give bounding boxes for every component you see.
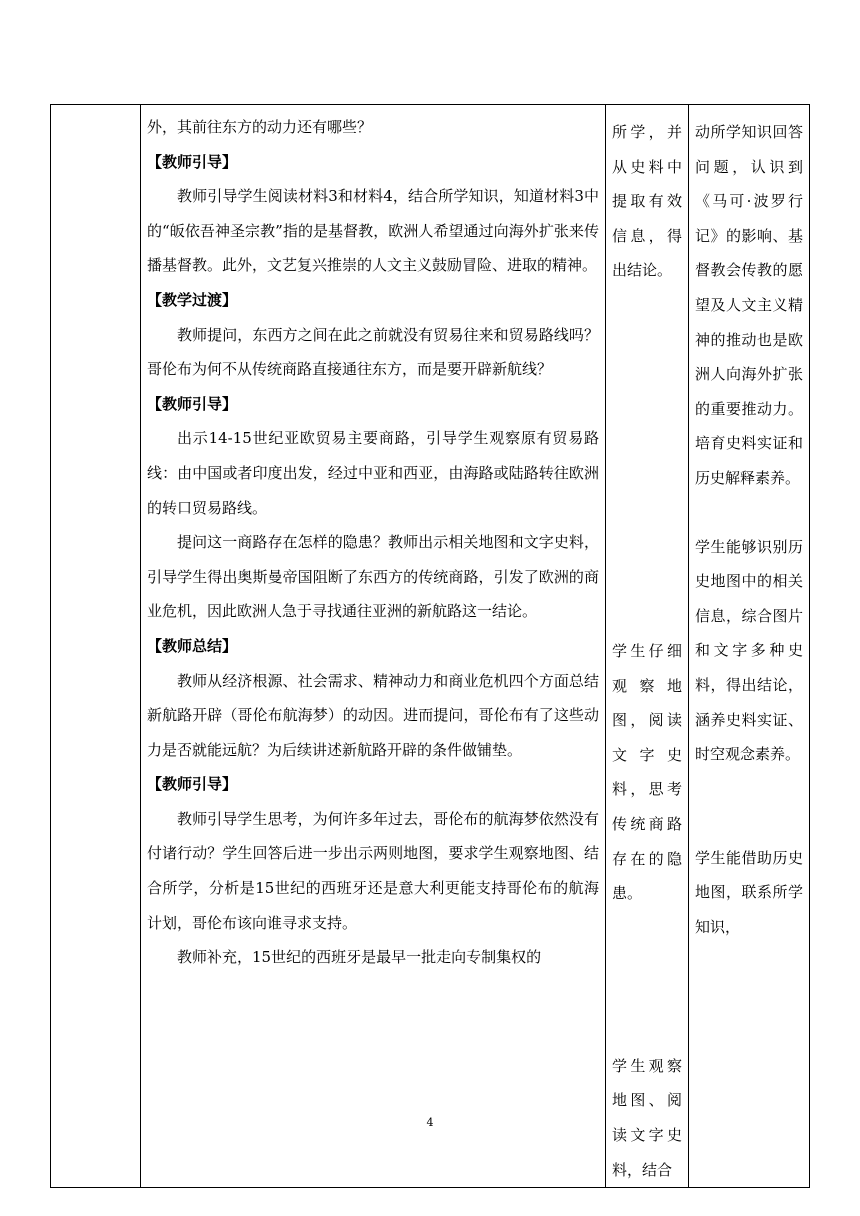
design-intent-text: 动所学知识回答问题，认识到《马可·波罗行记》的影响、基督教会传教的愿望及人文主义精神的推动也是欧洲人向海外扩张的重要推动力。培育史料实证和历史解释素养。 [695, 123, 803, 487]
paragraph: 教师引导学生思考，为何许多年过去，哥伦布的航海梦依然没有付诸行动？学生回答后进一步出示两则地图，要求学生观察地图、结合所学，分析是15世纪的西班牙还是意大利更能支持哥伦布的航海计划，哥伦布该向谁寻求支持。 [147, 809, 599, 932]
student-activity-text: 所学，并从史料中提取有效信息，得出结论。 [612, 123, 682, 280]
section-heading: 【教师引导】 [147, 775, 238, 794]
student-activity-text: 学生仔细观察地图，阅读文字史料，思考传统商路存在的隐患。 [612, 641, 682, 903]
design-intent-cell [689, 105, 810, 1188]
paragraph: 提问这一商路存在怎样的隐患？教师出示相关地图和文字史料，引导学生得出奥斯曼帝国阻断了东西方的传统商路，引发了欧洲的商业危机，因此欧洲人急于寻找通往亚洲的新航路这一结论。 [147, 533, 599, 621]
paragraph: 教师补充，15世纪的西班牙是最早一批走向专制集权的 [177, 948, 542, 967]
design-intent-text: 学生能够识别历史地图中的相关信息，综合图片和文字多种史料，得出结论，涵养史料实证、时空观念素养。 [695, 537, 803, 764]
blank-column-cell [51, 105, 141, 1188]
spacer [612, 288, 682, 634]
spacer [695, 772, 803, 841]
paragraph: 外，其前往东方的动力还有哪些？ [147, 118, 373, 136]
lesson-plan-table [50, 104, 810, 1188]
student-activity-content [606, 105, 688, 1187]
teaching-process-content [141, 105, 605, 975]
design-intent-text: 学生能借助历史地图，联系所学知识， [695, 848, 803, 936]
spacer [695, 496, 803, 530]
section-heading: 【教师引导】 [147, 152, 238, 171]
paragraph: 教师提问，东西方之间在此之前就没有贸易往来和贸易路线吗？哥伦布为何不从传统商路直接通往东方，而是要开辟新航线？ [147, 325, 599, 379]
paragraph: 教师从经济根源、社会需求、精神动力和商业危机四个方面总结新航路开辟（哥伦布航海梦）的动因。进而提问，哥伦布有了这些动力是否就能远航？为后续讲述新航路开辟的条件做铺垫。 [147, 671, 599, 759]
paragraph: 出示14-15世纪亚欧贸易主要商路，引导学生观察原有贸易路线：由中国或者印度出发，经过中亚和西亚，由海路或陆路转往欧洲的转口贸易路线。 [147, 429, 599, 517]
section-heading: 【教学过渡】 [147, 290, 238, 309]
student-activity-text: 学生观察地图、阅读文字史料，结合 [612, 1056, 682, 1179]
design-intent-content [689, 105, 809, 944]
page-number: 4 [426, 1116, 434, 1129]
section-heading: 【教师引导】 [147, 394, 238, 413]
teaching-process-cell [141, 105, 606, 1188]
table-row [51, 105, 810, 1188]
student-activity-cell [606, 105, 689, 1188]
spacer [612, 911, 682, 1049]
paragraph: 教师引导学生阅读材料3和材料4，结合所学知识，知道材料3中的“皈依吾神圣宗教”指的是基督教，欧洲人希望通过向海外扩张来传播基督教。此外，文艺复兴推崇的人文主义鼓励冒险、进取的精神。 [147, 187, 599, 275]
section-heading: 【教师总结】 [147, 636, 238, 655]
